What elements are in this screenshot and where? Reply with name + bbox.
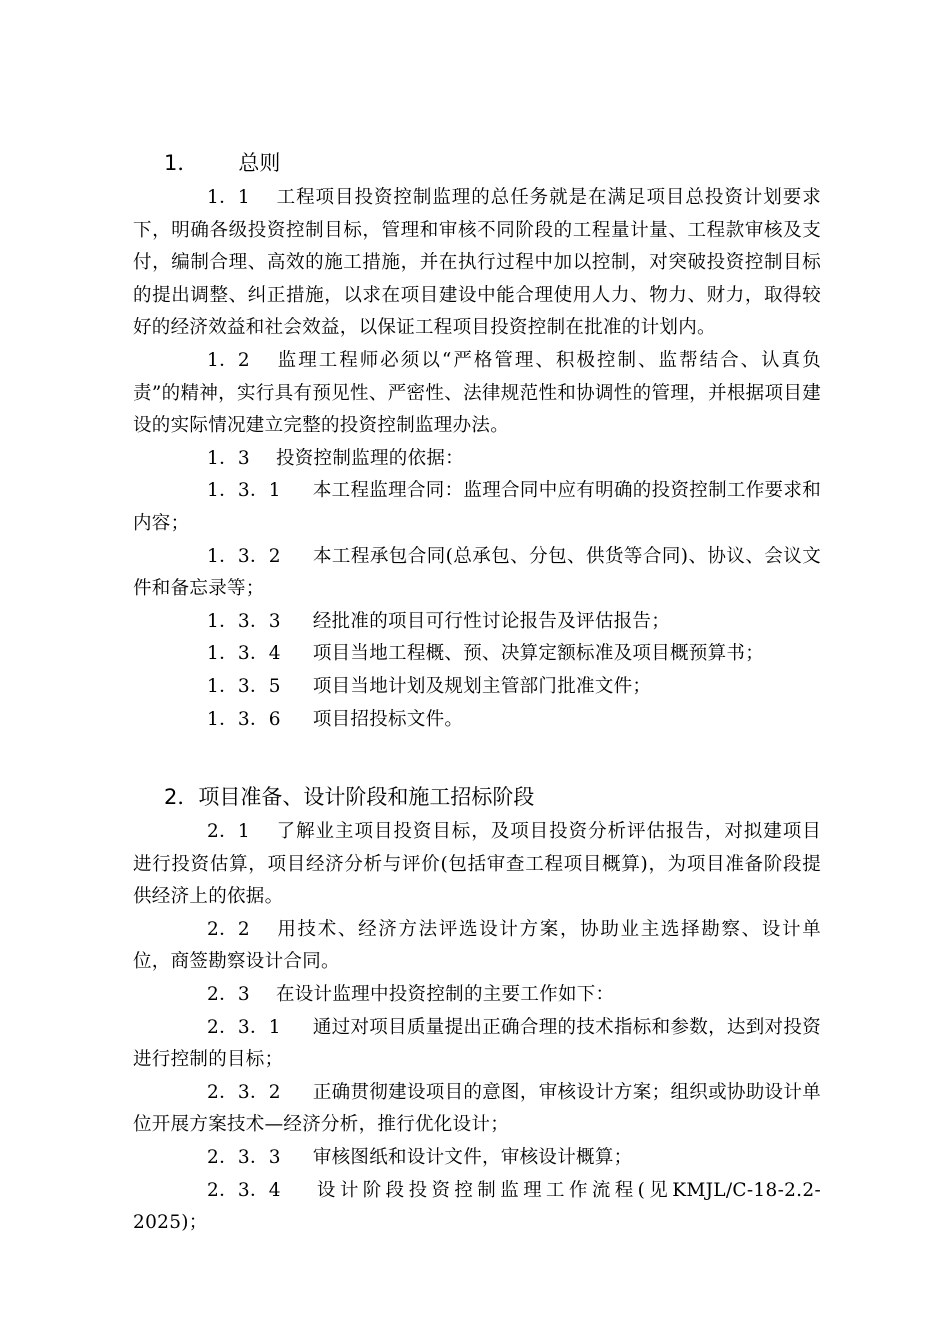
clause-text: 用技术、经济方法评选设计方案，协助业主选择勘察、设计单位，商签勘察设计合同。 bbox=[133, 918, 821, 973]
clause-number: 1．3．1 bbox=[207, 480, 281, 502]
clause-2-3-1 bbox=[133, 1012, 821, 1077]
clause-text: 项目当地计划及规划主管部门批准文件； bbox=[312, 675, 652, 697]
clause-number: 2．3．1 bbox=[207, 1016, 281, 1038]
clause-1-3-5 bbox=[133, 671, 821, 704]
clause-number: 1．3．3 bbox=[207, 610, 281, 632]
clause-1-3 bbox=[133, 443, 821, 476]
clause-text: 本工程监理合同：监理合同中应有明确的投资控制工作要求和内容； bbox=[133, 480, 821, 534]
clause-number: 1．3 bbox=[207, 447, 250, 469]
clause-2-3-4 bbox=[133, 1175, 821, 1240]
clause-1-3-1 bbox=[133, 475, 821, 540]
clause-1-3-3 bbox=[133, 606, 821, 639]
clause-1-3-4 bbox=[133, 638, 821, 671]
clause-number: 2．2 bbox=[207, 918, 250, 940]
clause-number: 2．1 bbox=[207, 821, 250, 843]
section-title: 项目准备、设计阶段和施工招标阶段 bbox=[198, 785, 535, 810]
clause-text: 项目招投标文件。 bbox=[312, 708, 464, 730]
clause-text: 通过对项目质量提出正确合理的技术指标和参数，达到对投资进行控制的目标； bbox=[133, 1016, 821, 1071]
clause-text: 在设计监理中投资控制的主要工作如下： bbox=[275, 984, 615, 1006]
clause-text: 设计阶段投资控制监理工作流程(见KMJL/C-18-2.2-2025)； bbox=[133, 1179, 821, 1234]
clause-number: 1．1 bbox=[207, 187, 250, 208]
clause-1-3-2 bbox=[133, 541, 821, 606]
clause-2-2 bbox=[133, 914, 821, 979]
clause-text: 工程项目投资控制监理的总任务就是在满足项目总投资计划要求下，明确各级投资控制目标，管理和审核不同阶段的工程量计量、工程款审核及支付，编制合理、高效的施工措施，并在执行过程中加以控制，对突破投资控制目标的提出调整、纠正措施，以求在项目建设中能合理使用人力、物力、财力，取得较好的经济效益和社会效益，以保证工程项目投资控制在批准的计划内。 bbox=[133, 187, 821, 339]
clause-2-3 bbox=[133, 979, 821, 1012]
clause-number: 2．3．2 bbox=[207, 1081, 281, 1103]
clause-number: 2．3．3 bbox=[207, 1147, 281, 1169]
clause-1-2 bbox=[133, 345, 821, 443]
clause-1-3-6 bbox=[133, 704, 821, 737]
clause-text: 了解业主项目投资目标，及项目投资分析评估报告，对拟建项目进行投资估算，项目经济分析与评价(包括审查工程项目概算)，为项目准备阶段提供经济上的依据。 bbox=[133, 821, 821, 908]
clause-1-1 bbox=[133, 182, 821, 345]
clause-text: 监理工程师必须以“严格管理、积极控制、监帮结合、认真负责”的精神，实行具有预见性、严密性、法律规范性和协调性的管理，并根据项目建设的实际情况建立完整的投资控制监理办法。 bbox=[133, 349, 821, 437]
section-heading-1 bbox=[133, 144, 821, 182]
clause-text: 投资控制监理的依据： bbox=[275, 447, 464, 469]
clause-text: 经批准的项目可行性讨论报告及评估报告； bbox=[312, 610, 671, 632]
clause-number: 2．3 bbox=[207, 984, 250, 1006]
clause-text: 本工程承包合同(总承包、分包、供货等合同)、协议、会议文件和备忘录等； bbox=[133, 545, 821, 600]
clause-number: 2．3．4 bbox=[207, 1179, 281, 1201]
section-heading-2 bbox=[133, 778, 821, 816]
clause-2-3-2 bbox=[133, 1077, 821, 1142]
clause-number: 1．3．5 bbox=[207, 675, 281, 697]
clause-number: 1．2 bbox=[207, 349, 250, 371]
document-content bbox=[133, 144, 821, 1240]
clause-number: 1．3．2 bbox=[207, 545, 281, 567]
clause-2-3-3 bbox=[133, 1142, 821, 1175]
clause-text: 审核图纸和设计文件，审核设计概算； bbox=[312, 1147, 633, 1169]
clause-number: 1．3．4 bbox=[207, 643, 281, 665]
clause-text: 正确贯彻建设项目的意图，审核设计方案；组织或协助设计单位开展方案技术—经济分析，推行优化设计； bbox=[133, 1081, 821, 1136]
section-title: 总则 bbox=[238, 151, 281, 175]
clause-number: 1．3．6 bbox=[207, 708, 281, 730]
clause-2-1 bbox=[133, 816, 821, 914]
clause-text: 项目当地工程概、预、决算定额标准及项目概预算书； bbox=[312, 643, 765, 665]
section-number: 2． bbox=[164, 785, 199, 810]
section-number: 1． bbox=[164, 151, 199, 175]
